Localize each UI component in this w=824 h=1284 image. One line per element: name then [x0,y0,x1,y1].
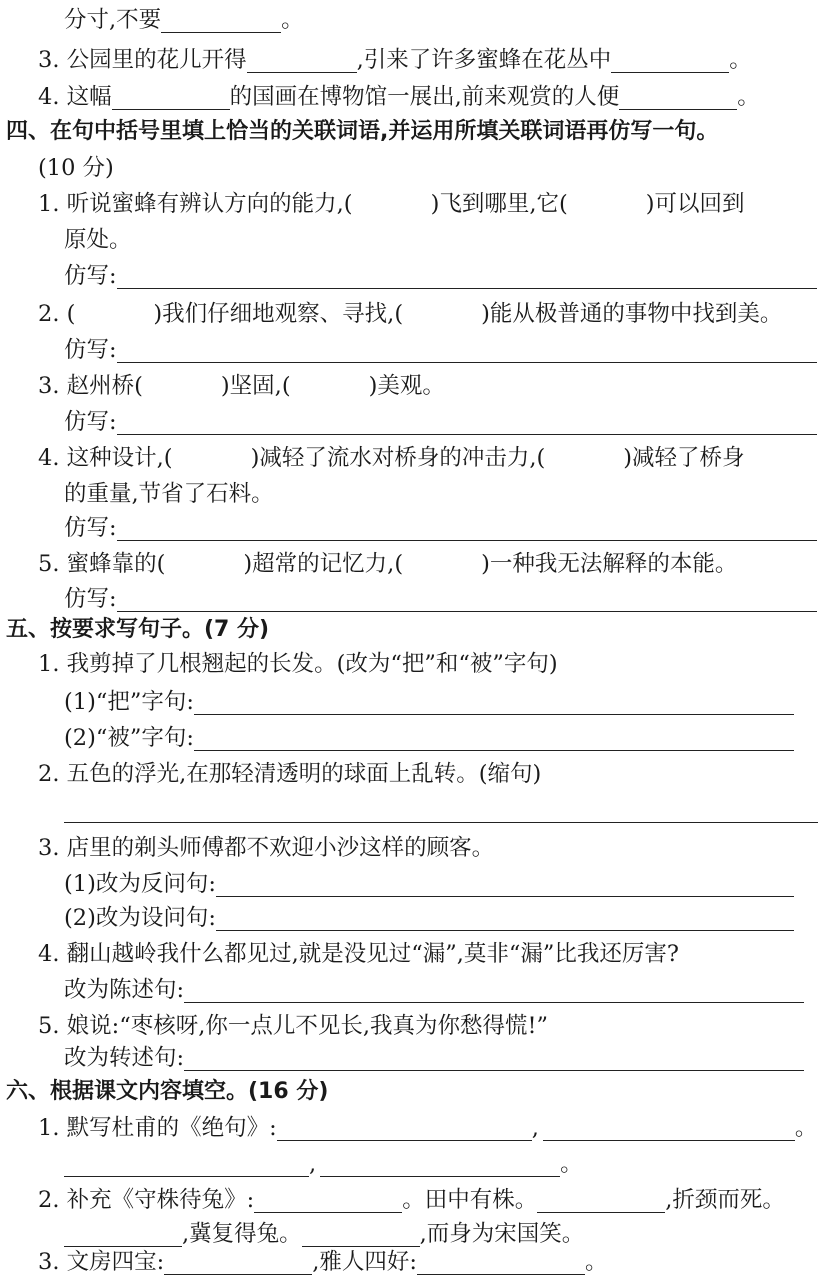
s4-q1-a: 1. 听说蜜蜂有辨认方向的能力,( [38,191,353,217]
s5-q3-1-label: (1)改为反问句: [64,871,216,897]
s4-q2-line [38,296,824,336]
s6-q2-e: ,而身为宋国笑。 [419,1221,585,1247]
s4-q4-line [38,440,824,480]
answer-blank[interactable] [161,4,281,33]
q3-line [38,42,824,82]
s4-q5-b: )超常的记忆力,( [243,551,404,577]
s4-q2-a: 2. ( [38,301,76,327]
s4-q3-imitate [64,404,824,444]
s4-q4-c: )减轻了桥身 [623,445,745,471]
q3-text: 3. 公园里的花儿开得 [38,47,247,73]
punct: , [309,1151,317,1177]
s4-q1-line [38,186,824,226]
answer-blank[interactable] [247,44,357,73]
s5-q1-2-label: (2)“被”字句: [64,725,194,751]
s4-q4-imitate [64,510,824,550]
imitate-label: 仿写: [64,515,117,541]
s5-q4: 4. 翻山越岭我什么都见过,就是没见过“漏”,莫非“漏”比我还厉害? [38,941,679,967]
s6-q2-c: ,折颈而死。 [665,1187,785,1213]
q3-text-b: ,引来了许多蜜蜂在花丛中 [356,47,612,73]
answer-blank[interactable] [164,1246,312,1275]
imitate-label: 仿写: [64,337,117,363]
s6-q2-b: 。田中有株。 [402,1187,538,1213]
s4-q4-cont: 的重量,节省了石料。 [64,481,274,507]
s5-q3-2-label: (2)改为设问句: [64,905,216,931]
s4-q5-c: )一种我无法解释的本能。 [481,551,738,577]
s4-q1-imitate [64,258,824,298]
s5-q1-1-label: (1)“把”字句: [64,689,194,715]
answer-blank[interactable] [543,1112,795,1141]
s6-q3-b: ,雅人四好: [312,1249,417,1275]
s6-q3 [38,1244,824,1284]
answer-blank[interactable] [619,81,737,110]
answer-blank[interactable] [194,722,794,751]
imitate-blank[interactable] [117,512,817,541]
s5-q3-2 [64,900,824,940]
s4-q5-line [38,546,824,586]
s4-q3-a: 3. 赵州桥( [38,373,143,399]
q4-text: 4. 这幅 [38,84,112,110]
answer-blank[interactable] [64,1148,309,1177]
s4-q4-b: )减轻了流水对桥身的冲击力,( [250,445,546,471]
s4-q5-a: 5. 蜜蜂靠的( [38,551,166,577]
answer-blank[interactable] [216,868,794,897]
s6-q3-label: 3. 文房四宝: [38,1249,165,1275]
s4-q2-b: )我们仔细地观察、寻找,( [153,301,404,327]
s5-q4-1 [64,972,824,1012]
s4-q1-b: )飞到哪里,它( [430,191,568,217]
s4-q4-a: 4. 这种设计,( [38,445,173,471]
answer-blank[interactable] [320,1148,560,1177]
punct: 。 [584,1249,608,1275]
s5-q4-1-label: 改为陈述句: [64,977,185,1003]
q4-text-b: 的国画在博物馆一展出,前来观赏的人便 [229,84,620,110]
s6-q1 [38,1110,824,1150]
answer-blank[interactable] [184,1042,804,1071]
imitate-label: 仿写: [64,586,117,612]
imitate-blank[interactable] [117,260,817,289]
s5-q5: 5. 娘说:“枣核呀,你一点儿不见长,我真为你愁得慌!” [38,1013,549,1039]
imitate-blank[interactable] [117,406,817,435]
q2-text: 分寸,不要 [64,7,162,33]
answer-blank[interactable] [277,1112,532,1141]
s6-q2-label: 2. 补充《守株待兔》: [38,1187,255,1213]
s5-q5-1-label: 改为转述句: [64,1045,185,1071]
punct: , [531,1115,539,1141]
answer-blank[interactable] [537,1184,665,1213]
imitate-label: 仿写: [64,409,117,435]
s4-q3-c: )美观。 [368,373,445,399]
s4-q2-c: )能从极普通的事物中找到美。 [481,301,783,327]
s6-q2-d: ,冀复得兔。 [182,1221,302,1247]
section-5-title: 五、按要求写句子。(7 分) [6,617,270,642]
answer-blank[interactable] [302,1218,420,1247]
imitate-blank[interactable] [117,334,817,363]
answer-blank[interactable] [194,686,794,715]
imitate-label: 仿写: [64,263,117,289]
s6-q1-cont [64,1146,824,1186]
answer-blank[interactable] [184,974,804,1003]
answer-blank[interactable] [417,1246,585,1275]
s5-q1-2 [64,720,824,760]
answer-blank[interactable] [254,1184,402,1213]
punct: 。 [737,84,760,110]
s5-q2-answer [64,792,824,832]
answer-blank[interactable] [64,794,818,823]
s5-q3: 3. 店里的剃头师傅都不欢迎小沙这样的顾客。 [38,835,495,861]
section-4-score: (10 分) [38,155,114,181]
section-4-title: 四、在句中括号里填上恰当的关联词语,并运用所填关联词语再仿写一句。 [6,119,719,144]
punct: 。 [794,1115,818,1141]
q4-line [38,79,824,119]
section-6-title: 六、根据课文内容填空。(16 分) [6,1079,329,1104]
s4-q2-imitate [64,332,824,372]
s5-q1-1 [64,684,824,724]
s4-q1-c: )可以回到 [645,191,745,217]
punct: 。 [729,47,752,73]
punct: 。 [281,7,304,33]
s4-q1-cont: 原处。 [64,227,132,253]
s5-q1: 1. 我剪掉了几根翘起的长发。(改为“把”和“被”字句) [38,651,558,677]
s4-q3-b: )坚固,( [220,373,291,399]
s5-q2: 2. 五色的浮光,在那轻清透明的球面上乱转。(缩句) [38,761,542,787]
answer-blank[interactable] [216,902,794,931]
answer-blank[interactable] [64,1218,182,1247]
q2-continuation [64,2,824,42]
imitate-blank[interactable] [117,583,817,612]
s4-q3-line [38,368,824,408]
s6-q1-label: 1. 默写杜甫的《绝句》: [38,1115,277,1141]
answer-blank[interactable] [611,44,729,73]
answer-blank[interactable] [112,81,230,110]
punct: 。 [560,1151,583,1177]
